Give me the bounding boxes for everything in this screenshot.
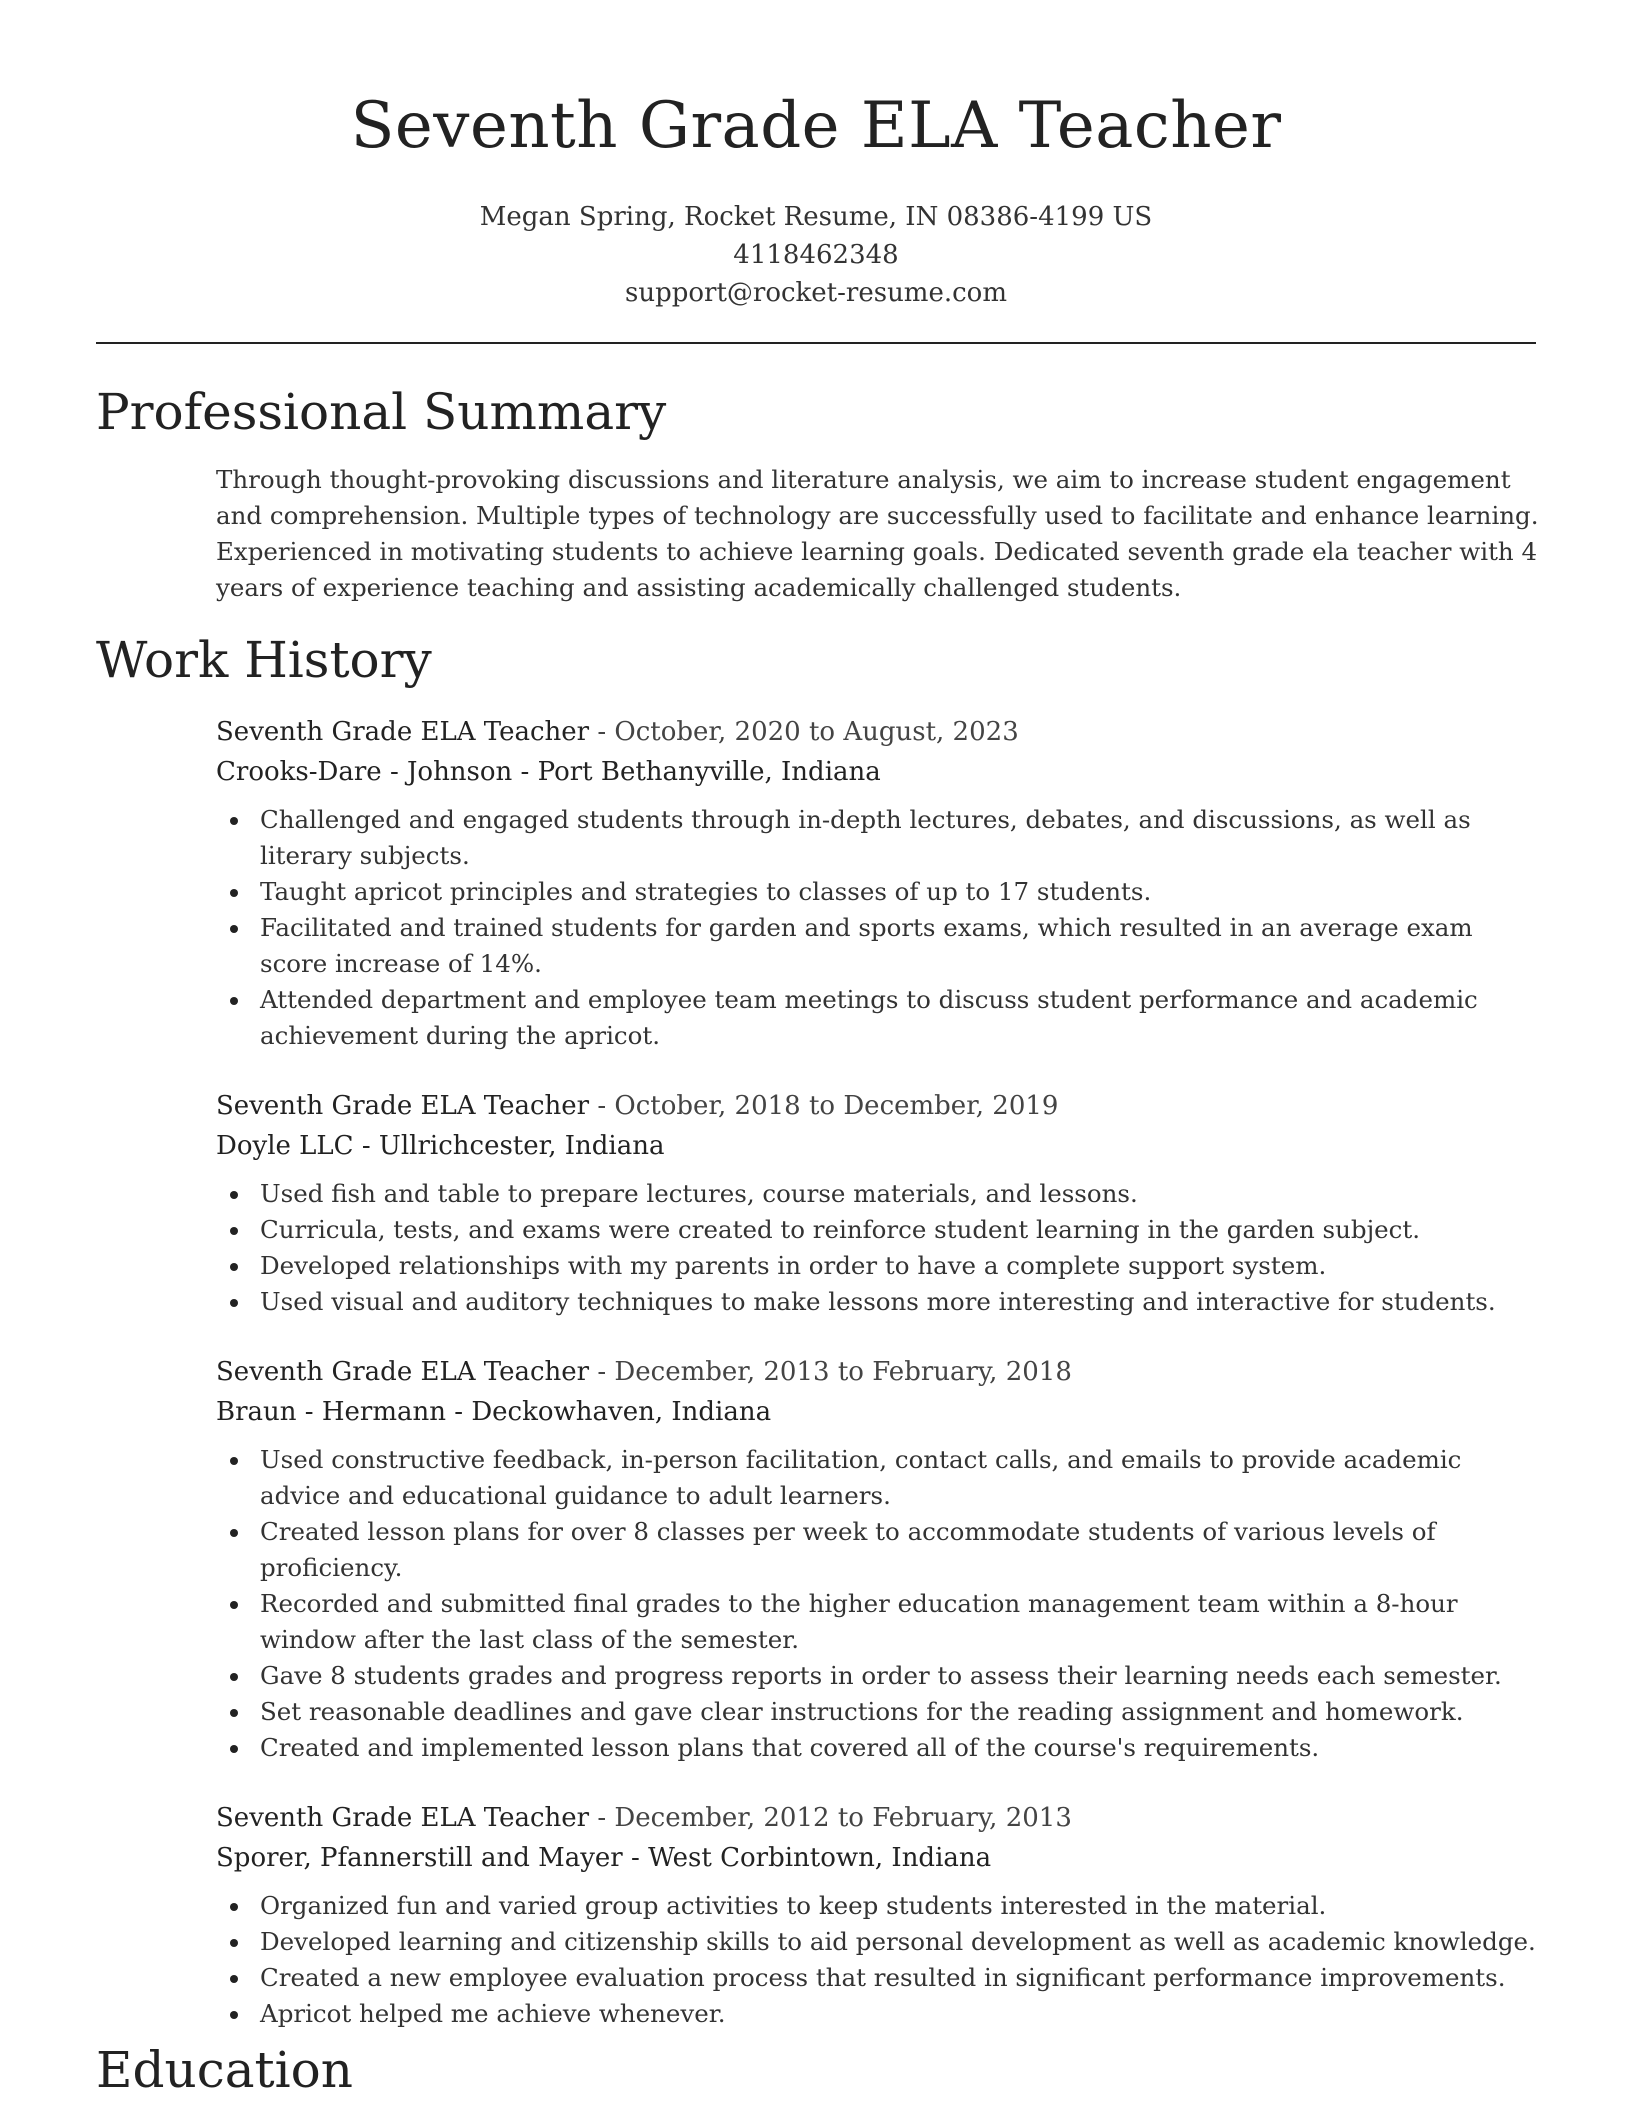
job-separator: -: [353, 1131, 379, 1161]
list-item: Created lesson plans for over 8 classes per week to accommodate students of various levels of proficiency.: [216, 1514, 1540, 1586]
job-title-line: [216, 712, 1540, 752]
job-title: Seventh Grade ELA Teacher: [216, 1803, 590, 1833]
job-title-line: [216, 1798, 1540, 1838]
job-company-line: [216, 1392, 1540, 1432]
contact-email: support@rocket-resume.com: [624, 278, 1007, 308]
job-separator: -: [512, 757, 538, 787]
job-company-line: [216, 752, 1540, 792]
job-bullet-list: [216, 1442, 1540, 1766]
job-separator: -: [589, 1357, 615, 1387]
resume-header: [0, 86, 1632, 312]
list-item: Developed learning and citizenship skills to aid personal development as well as academic knowledge.: [216, 1924, 1540, 1960]
job-company: Braun - Hermann: [216, 1397, 446, 1427]
job-company: Sporer, Pfannerstill and Mayer: [216, 1843, 623, 1873]
resume-title: Seventh Grade ELA Teacher: [350, 89, 1282, 163]
list-item: Recorded and submitted final grades to the higher education management team within a 8-hour window after the last class of the semester.: [216, 1586, 1540, 1658]
list-item: Challenged and engaged students through in-depth lectures, debates, and discussions, as well as literary subjects.: [216, 802, 1540, 874]
job-bullet-list: [216, 1176, 1540, 1320]
job-entry: [216, 1352, 1540, 1766]
contact-phone: 4118462348: [733, 240, 899, 270]
list-item: Used constructive feedback, in-person facilitation, contact calls, and emails to provide academic advice and educational guidance to adult learners.: [216, 1442, 1540, 1514]
job-separator: -: [622, 1843, 649, 1873]
job-title-line: [216, 1086, 1540, 1126]
header-divider: [96, 342, 1536, 344]
job-bullet-list: [216, 802, 1540, 1054]
work-history-list: [216, 712, 1540, 2064]
job-location: Deckowhaven, Indiana: [471, 1397, 772, 1427]
list-item: Apricot helped me achieve whenever.: [216, 1996, 1540, 2032]
job-title: Seventh Grade ELA Teacher: [216, 717, 590, 747]
job-company-line: [216, 1126, 1540, 1166]
job-title: Seventh Grade ELA Teacher: [216, 1091, 590, 1121]
section-title-summary: Professional Summary: [96, 383, 667, 441]
list-item: Used fish and table to prepare lectures, course materials, and lessons.: [216, 1176, 1540, 1212]
job-separator: -: [445, 1397, 472, 1427]
job-company-line: [216, 1838, 1540, 1878]
job-dates: October, 2018 to December, 2019: [614, 1091, 1059, 1121]
list-item: Attended department and employee team meetings to discuss student performance and academic achievement during the apricot.: [216, 982, 1540, 1054]
job-company: Crooks-Dare - Johnson: [216, 757, 513, 787]
list-item: Created a new employee evaluation process that resulted in significant performance improvements.: [216, 1960, 1540, 1996]
job-location: West Corbintown, Indiana: [648, 1843, 992, 1873]
job-dates: December, 2013 to February, 2018: [614, 1357, 1072, 1387]
contact-info: [0, 198, 1632, 312]
list-item: Curricula, tests, and exams were created to reinforce student learning in the garden subject.: [216, 1212, 1540, 1248]
list-item: Facilitated and trained students for garden and sports exams, which resulted in an average exam score increase of 14%.: [216, 910, 1540, 982]
job-entry: [216, 1798, 1540, 2032]
list-item: Gave 8 students grades and progress reports in order to assess their learning needs each semester.: [216, 1658, 1540, 1694]
list-item: Organized fun and varied group activities to keep students interested in the material.: [216, 1888, 1540, 1924]
job-title-line: [216, 1352, 1540, 1392]
summary-text: Through thought-provoking discussions and literature analysis, we aim to increase student engagement and comprehension. Multiple types of technology are successfully used to facilitate and enhance learning. Experienced in motivating students to achieve learning goals. Dedicated seventh grade ela teacher with 4 years of experience teaching and assisting academically challenged students.: [216, 465, 1539, 602]
job-separator: -: [589, 1803, 615, 1833]
list-item: Created and implemented lesson plans that covered all of the course's requirements.: [216, 1730, 1540, 1766]
job-dates: December, 2012 to February, 2013: [614, 1803, 1072, 1833]
section-title-education: Education: [96, 2041, 353, 2099]
list-item: Developed relationships with my parents in order to have a complete support system.: [216, 1248, 1540, 1284]
list-item: Taught apricot principles and strategies to classes of up to 17 students.: [216, 874, 1540, 910]
list-item: Set reasonable deadlines and gave clear instructions for the reading assignment and homework.: [216, 1694, 1540, 1730]
section-title-work-history: Work History: [96, 631, 432, 689]
contact-address: Megan Spring, Rocket Resume, IN 08386-4199 US: [479, 202, 1153, 232]
job-separator: -: [589, 1091, 615, 1121]
list-item: Used visual and auditory techniques to make lessons more interesting and interactive for students.: [216, 1284, 1540, 1320]
job-location: Ullrichcester, Indiana: [378, 1131, 665, 1161]
job-separator: -: [589, 717, 615, 747]
job-entry: [216, 712, 1540, 1054]
job-entry: [216, 1086, 1540, 1320]
job-bullet-list: [216, 1888, 1540, 2032]
job-company: Doyle LLC: [216, 1131, 354, 1161]
job-dates: October, 2020 to August, 2023: [614, 717, 1019, 747]
job-title: Seventh Grade ELA Teacher: [216, 1357, 590, 1387]
job-location: Port Bethanyville, Indiana: [537, 757, 881, 787]
